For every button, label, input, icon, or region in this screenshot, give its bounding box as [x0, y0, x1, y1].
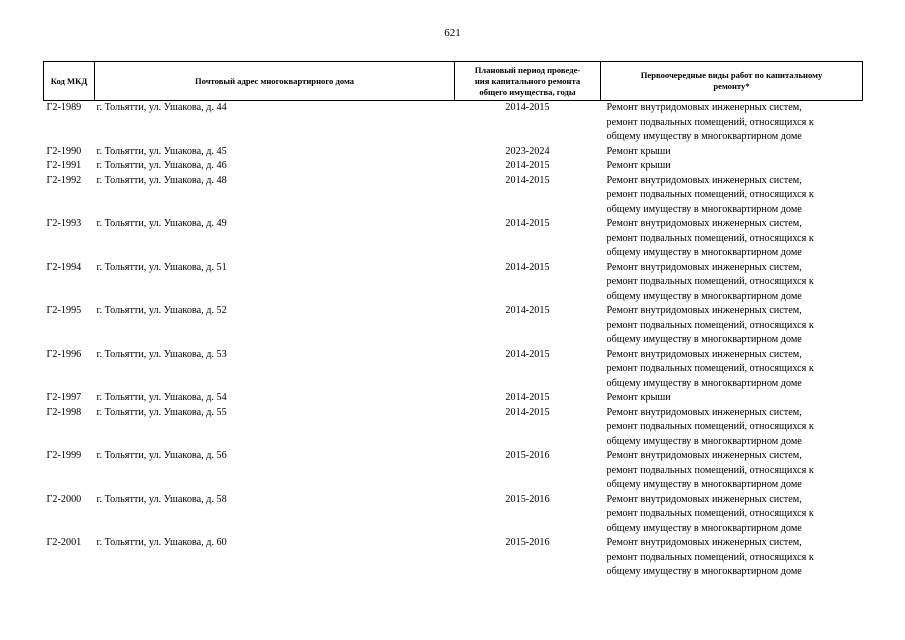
repair-works-line: ремонт подвальных помещений, относящихся к [606, 116, 814, 128]
table-row [44, 406, 863, 450]
table-row [44, 101, 863, 145]
repair-works-line: Ремонт внутридомовых инженерных систем, [606, 261, 802, 273]
building-code: Г2-1991 [46, 160, 82, 171]
buildings-table [43, 61, 863, 580]
building-code: Г2-2001 [46, 537, 82, 548]
repair-works-line: Ремонт крыши [606, 145, 671, 157]
repair-works [601, 261, 863, 305]
building-address: г. Тольятти, ул. Ушакова, д. 56 [96, 450, 227, 461]
repair-works [601, 159, 863, 174]
repair-works-line: Ремонт крыши [606, 160, 671, 171]
repair-works-line: ремонт подвальных помещений, относящихся к [606, 551, 814, 563]
repair-works [601, 145, 863, 160]
building-address: г. Тольятти, ул. Ушакова, д. 54 [96, 392, 227, 403]
building-code: Г2-1996 [46, 348, 82, 360]
repair-works-line: ремонт подвальных помещений, относящихся к [606, 319, 814, 331]
table-row [44, 348, 863, 392]
header-address: Почтовый адрес многоквартирного дома [95, 62, 455, 101]
repair-works-line: Ремонт внутридомовых инженерных систем, [606, 102, 802, 113]
repair-works [601, 101, 863, 145]
table-row [44, 304, 863, 348]
building-code: Г2-1995 [46, 305, 82, 316]
repair-works [601, 217, 863, 261]
table-row [44, 217, 863, 261]
repair-works-line: ремонт подвальных помещений, относящихся к [606, 421, 814, 432]
repair-period: 2015-2016 [505, 537, 550, 548]
building-address: г. Тольятти, ул. Ушакова, д. 58 [96, 493, 227, 505]
repair-works-line: общему имуществу в многоквартирном доме [606, 247, 802, 258]
building-code: Г2-1993 [46, 218, 82, 229]
table-row [44, 159, 863, 174]
repair-works-line: общему имуществу в многоквартирном доме [606, 566, 802, 577]
building-code: Г2-1998 [46, 406, 82, 418]
repair-period: 2014-2015 [505, 160, 550, 171]
repair-works-line: Ремонт внутридомовых инженерных систем, [606, 450, 802, 461]
repair-works [601, 536, 863, 580]
building-address: г. Тольятти, ул. Ушакова, д. 48 [96, 174, 227, 186]
header-period-line: общего имущества, годы [479, 86, 576, 97]
building-code: Г2-1990 [46, 145, 82, 157]
table-row [44, 449, 863, 493]
repair-works-line: ремонт подвальных помещений, относящихся к [606, 508, 814, 519]
repair-period: 2023-2024 [505, 145, 550, 157]
repair-works-line: Ремонт внутридомовых инженерных систем, [606, 348, 802, 360]
repair-works [601, 174, 863, 218]
repair-works-line: ремонт подвальных помещений, относящихся к [606, 189, 814, 200]
repair-works [601, 493, 863, 537]
table-row [44, 391, 863, 406]
repair-works-line: общему имуществу в многоквартирном доме [606, 377, 802, 389]
header-works-line: Первоочередные виды работ по капитальному [640, 70, 823, 80]
repair-works-line: ремонт подвальных помещений, относящихся к [606, 232, 814, 244]
header-period [455, 62, 601, 101]
repair-period: 2014-2015 [505, 174, 550, 186]
repair-works-line: общему имуществу в многоквартирном доме [606, 522, 802, 534]
building-code: Г2-1992 [46, 174, 82, 186]
repair-works-line: общему имуществу в многоквартирном доме [606, 334, 802, 345]
header-works [601, 62, 863, 101]
repair-works-line: общему имуществу в многоквартирном доме [606, 290, 802, 302]
table-row [44, 261, 863, 305]
page-number: 621 [444, 27, 461, 39]
repair-works-line: Ремонт крыши [606, 392, 671, 403]
header-period-line: Плановый период проведе- [474, 64, 581, 75]
repair-works-line: ремонт подвальных помещений, относящихся к [606, 464, 814, 476]
building-address: г. Тольятти, ул. Ушакова, д. 60 [96, 537, 227, 548]
repair-works-line: ремонт подвальных помещений, относящихся к [606, 276, 814, 287]
building-code: Г2-2000 [46, 493, 82, 505]
repair-works-line: общему имуществу в многоквартирном доме [606, 435, 802, 447]
table-header [44, 62, 863, 101]
repair-period: 2014-2015 [505, 392, 550, 403]
table-row [44, 493, 863, 537]
table-row [44, 145, 863, 160]
repair-works-line: ремонт подвальных помещений, относящихся к [606, 363, 814, 374]
repair-works [601, 406, 863, 450]
building-code: Г2-1997 [46, 392, 82, 403]
repair-period: 2014-2015 [505, 305, 550, 316]
building-address: г. Тольятти, ул. Ушакова, д. 44 [96, 102, 227, 113]
building-code: Г2-1999 [46, 450, 82, 461]
building-address: г. Тольятти, ул. Ушакова, д. 53 [96, 348, 227, 360]
repair-works-line: общему имуществу в многоквартирном доме [606, 203, 802, 215]
building-address: г. Тольятти, ул. Ушакова, д. 51 [96, 261, 227, 273]
repair-works-line: Ремонт внутридомовых инженерных систем, [606, 493, 802, 505]
building-code: Г2-1994 [46, 261, 82, 273]
repair-period: 2014-2015 [505, 102, 550, 113]
building-address: г. Тольятти, ул. Ушакова, д. 45 [96, 145, 227, 157]
repair-works-line: общему имуществу в многоквартирном доме [606, 479, 802, 490]
repair-period: 2014-2015 [505, 348, 550, 360]
building-address: г. Тольятти, ул. Ушакова, д. 46 [96, 160, 227, 171]
repair-works-line: Ремонт внутридомовых инженерных систем, [606, 218, 802, 229]
repair-works-line: Ремонт внутридомовых инженерных систем, [606, 174, 802, 186]
repair-works [601, 391, 863, 406]
table-row [44, 536, 863, 580]
building-code: Г2-1989 [46, 102, 82, 113]
header-code: Код МКД [44, 62, 95, 101]
header-works-line: ремонту* [713, 81, 750, 91]
table-row [44, 174, 863, 218]
repair-works-line: Ремонт внутридомовых инженерных систем, [606, 537, 802, 548]
header-period-line: ния капитального ремонта [474, 75, 581, 86]
repair-works [601, 348, 863, 392]
table-body [44, 101, 863, 580]
repair-period: 2015-2016 [505, 493, 550, 505]
repair-period: 2014-2015 [505, 406, 550, 418]
repair-works-line: Ремонт внутридомовых инженерных систем, [606, 305, 802, 316]
repair-works [601, 449, 863, 493]
repair-period: 2015-2016 [505, 450, 550, 461]
building-address: г. Тольятти, ул. Ушакова, д. 49 [96, 218, 227, 229]
repair-period: 2014-2015 [505, 218, 550, 229]
repair-works-line: Ремонт внутридомовых инженерных систем, [606, 406, 802, 418]
repair-works-line: общему имуществу в многоквартирном доме [606, 131, 802, 142]
building-address: г. Тольятти, ул. Ушакова, д. 55 [96, 406, 227, 418]
building-address: г. Тольятти, ул. Ушакова, д. 52 [96, 305, 227, 316]
repair-works [601, 304, 863, 348]
repair-period: 2014-2015 [505, 261, 550, 273]
